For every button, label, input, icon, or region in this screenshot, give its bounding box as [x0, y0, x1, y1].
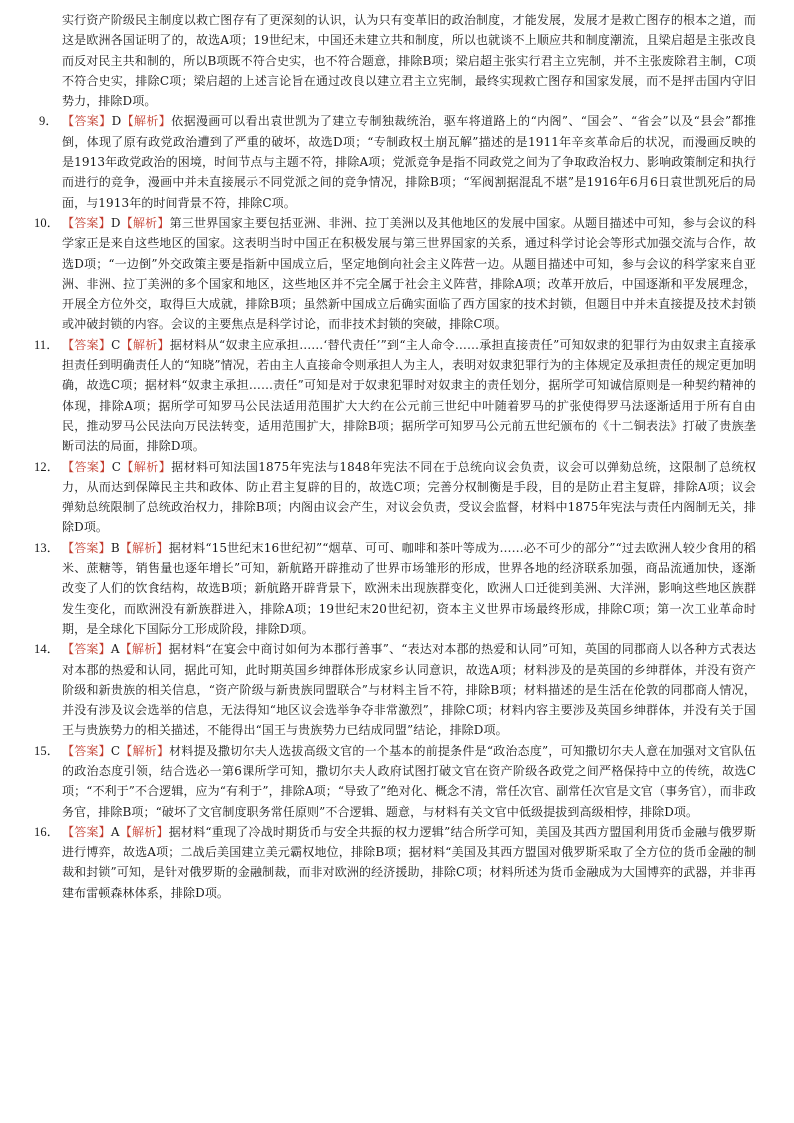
answer-label: 【答案】 — [62, 459, 112, 474]
continuation-paragraph: 实行资产阶级民主制度以救亡图存有了更深刻的认识，认为只有变革旧的政治制度，才能发展，发展才是救亡图存的根本之道，而这是欧洲各国证明了的，故选A项；19世纪末，中国还未建立共和制度，所以也就谈不上顺应共和制度潮流，且梁启超是主张改良而反对民主共和制的，所以B项既不符合史实，也不符合题意，排除B项；梁启超主张实行君主立宪制，并不主张废除君主制，C项不符合史实，排除C项；梁启超的上述言论旨在通过改良以建立君主立宪制，最终实现救亡图存和国家发展，而不是抨击国内守旧势力，排除D项。 — [62, 13, 756, 109]
analysis-text: 据材料“重现了冷战时期货币与安全共振的权力逻辑”结合所学可知，美国及其西方盟国利用货币金融与俄罗斯进行博弈，故选A项；二战后美国建立美元霸权地位，排除B项；据材料“美国及其西方盟国对俄罗斯采取了全方位的货币金融的制裁和封锁”可知，是针对俄罗斯的金融制裁，而非对欧洲的经济援助，排除C项；材料所述为货币金融成为大国博弈的武器，并非再建布雷顿森林体系，排除D项。 — [62, 824, 757, 900]
answer-label: 【答案】 — [62, 642, 111, 657]
item-number: 15． — [34, 743, 60, 758]
answer-item — [34, 213, 756, 335]
answer-label: 【答案】 — [62, 540, 111, 555]
analysis-label: 【解析】 — [119, 824, 169, 839]
answer-choice: D — [111, 114, 122, 129]
answer-choice: B — [110, 540, 120, 555]
answer-label: 【答案】 — [62, 215, 111, 230]
analysis-label: 【解析】 — [119, 540, 169, 555]
item-number: 12． — [34, 459, 60, 474]
answer-item — [34, 457, 757, 538]
answer-label: 【答案】 — [62, 337, 112, 352]
analysis-text: 依据漫画可以看出袁世凯为了建立专制独裁统治，驱车将道路上的“内阁”、“国会”、“省会”以及“县会”都推倒，体现了原有政党政治遭到了严重的破坏，故选D项；“专制政权土崩瓦解”描述的是1911年辛亥革命后的状况，而漫画反映的是1913年政党政治的困境，时间节点与主题不符，排除A项；党派竞争是指不同政党之间为了争取政治权力、影响政策制定和执行而进行的竞争，漫画中并未直接展示不同党派之间的竞争情况，排除B项；“军阀割据混乱不堪”是1916年6月6日袁世凯死后的局面，与1913年的时间背景不符，排除C项。 — [62, 114, 757, 210]
analysis-text: 据材料可知法国1875年宪法与1848年宪法不同在于总统向议会负责，议会可以弹劾总统，这限制了总统权力，从而达到保障民主共和政体、防止君主复辟的目的，故选C项；完善分权制衡是手段，目的是防止君主复辟，排除A项；议会弹劾总统限制了总统政治权力，排除B项；内阁由议会产生，对议会负责，受议会监督，材料中1875年宪法与责任内阁制无关，排除D项。 — [62, 459, 757, 535]
analysis-text: 第三世界国家主要包括亚洲、非洲、拉丁美洲以及其他地区的发展中国家。从题目描述中可知，参与会议的科学家正是来自这些地区的国家。这表明当时中国正在积极发展与第三世界国家的关系，通过科学讨论会等形式加强交流与合作，故选D项；“一边倒”外交政策主要是指新中国成立后，坚定地倒向社会主义阵营一边。从题目描述中可知，参与会议的科学家来自亚洲、非洲、拉丁美洲的多个国家和地区，这些地区并不完全属于社会主义阵营，排除A项；改革开放后，中国逐渐和平发展理念，开展全方位外交，取得巨大成就，排除B项；虽然新中国成立后确实面临了西方国家的技术封锁，但题目中并未直接提及技术封锁或冲破封锁的内容。会议的主要焦点是科学讨论，而非技术封锁的突破，排除C项。 — [62, 215, 756, 332]
answer-item — [34, 335, 756, 457]
analysis-label: 【解析】 — [120, 337, 170, 352]
answer-choice: D — [110, 215, 121, 230]
analysis-text: 据材料从“奴隶主应承担……‘替代责任’”到“主人命令……承担直接责任”可知奴隶的犯罪行为由奴隶主直接承担责任到明确责任人的“知晓”情况，若由主人直接命令则承担人为主人，表明对奴隶犯罪行为的主体规定及承担责任的规定更加明确，故选C项；据材料“奴隶主承担……责任”可知是对于奴隶犯罪时对奴隶主的责任划分，据所学可知诚信原则是一种契约精神的体现，排除A项；据所学可知罗马公民法适用范围扩大大约在公元前三世纪中叶随着罗马的扩张使得罗马法逐渐适用于所有自由民，推动罗马公民法向万民法转变，适用范围扩大，排除B项；据所学可知罗马公元前五世纪颁布的《十二铜表法》打破了贵族垄断司法的局面，排除D项。 — [62, 337, 756, 454]
answer-choice: C — [111, 459, 122, 474]
answer-choice: C — [110, 743, 121, 758]
answer-item — [34, 538, 757, 639]
answer-label: 【答案】 — [62, 114, 112, 129]
item-number: 13． — [34, 540, 60, 555]
answer-choice: C — [111, 337, 121, 352]
item-number: 9． — [39, 114, 58, 129]
analysis-label: 【解析】 — [119, 642, 169, 657]
answer-item — [39, 111, 757, 212]
answer-item — [34, 639, 756, 740]
answer-item — [34, 822, 757, 903]
item-number: 10． — [34, 215, 60, 230]
answer-choice: A — [110, 824, 120, 839]
analysis-label: 【解析】 — [120, 215, 170, 230]
analysis-label: 【解析】 — [121, 459, 172, 474]
analysis-label: 【解析】 — [120, 743, 170, 758]
analysis-text: 据材料“在宴会中商讨如何为本郡行善事”、“表达对本郡的热爱和认同”可知，英国的同郡商人以各种方式表达对本郡的热爱和认同，据此可知，此时期英国乡绅群体形成家乡认同意识，故选A项；材料涉及的是英国的乡绅群体，并没有资产阶级和新贵族的相关信息，“资产阶级与新贵族同盟联合”与材料主旨不符，排除B项；材料描述的是生活在伦敦的同郡商人情况，并没有涉及议会选举的信息，无法得知“地区议会选举争夺非常激烈”，排除C项；材料内容主要涉及英国乡绅群体，并没有关于国王与贵族势力的相关描述，不能得出“国王与贵族势力已结成同盟”结论，排除D项。 — [62, 642, 756, 738]
analysis-label: 【解析】 — [121, 114, 172, 129]
answer-choice: A — [110, 642, 120, 657]
answer-label: 【答案】 — [62, 743, 111, 758]
analysis-text: 材料提及撒切尔夫人选拔高级文官的一个基本的前提条件是“政治态度”，可知撒切尔夫人意在加强对文官队伍的政治态度引领，结合选必一第6课所学可知，撒切尔夫人政府试图打破文官在资产阶级各政党之间严格保持中立的传统，故选C项；“不利于”不合逻辑，应为“有利于”，排除A项；“导致了”绝对化、概念不清，常任次官、副常任次官是文官（事务官），而非政务官，排除B项；“破坏了文官制度职务常任原则”不合逻辑、题意，与材料有关文官中低级提拔到高级相悖，排除D项。 — [62, 743, 756, 819]
analysis-text: 据材料“15世纪末16世纪初”“烟草、可可、咖啡和茶叶等成为……必不可少的部分”“过去欧洲人较少食用的稻米、蔗糖等，销售量也逐年增长”可知，新航路开辟推动了世界市场雏形的形成，世界各地的经济联系加强，商品流通加快，逐渐改变了人们的饮食结构，故选B项；新航路开辟背景下，欧洲未出现族群变化，欧洲人口迁徙到美洲、大洋洲，影响这些地区族群发生变化，而欧洲没有新族群进入，排除A项；19世纪末20世纪初，资本主义世界市场最终形成，排除C项；第一次工业革命时期，是全球化下国际分工形成阶段，排除D项。 — [62, 540, 757, 636]
answer-label: 【答案】 — [62, 824, 111, 839]
item-number: 16． — [34, 824, 60, 839]
item-number: 11． — [34, 337, 59, 352]
answer-item — [34, 741, 756, 822]
answer-list — [34, 111, 757, 903]
item-number: 14． — [34, 642, 60, 657]
